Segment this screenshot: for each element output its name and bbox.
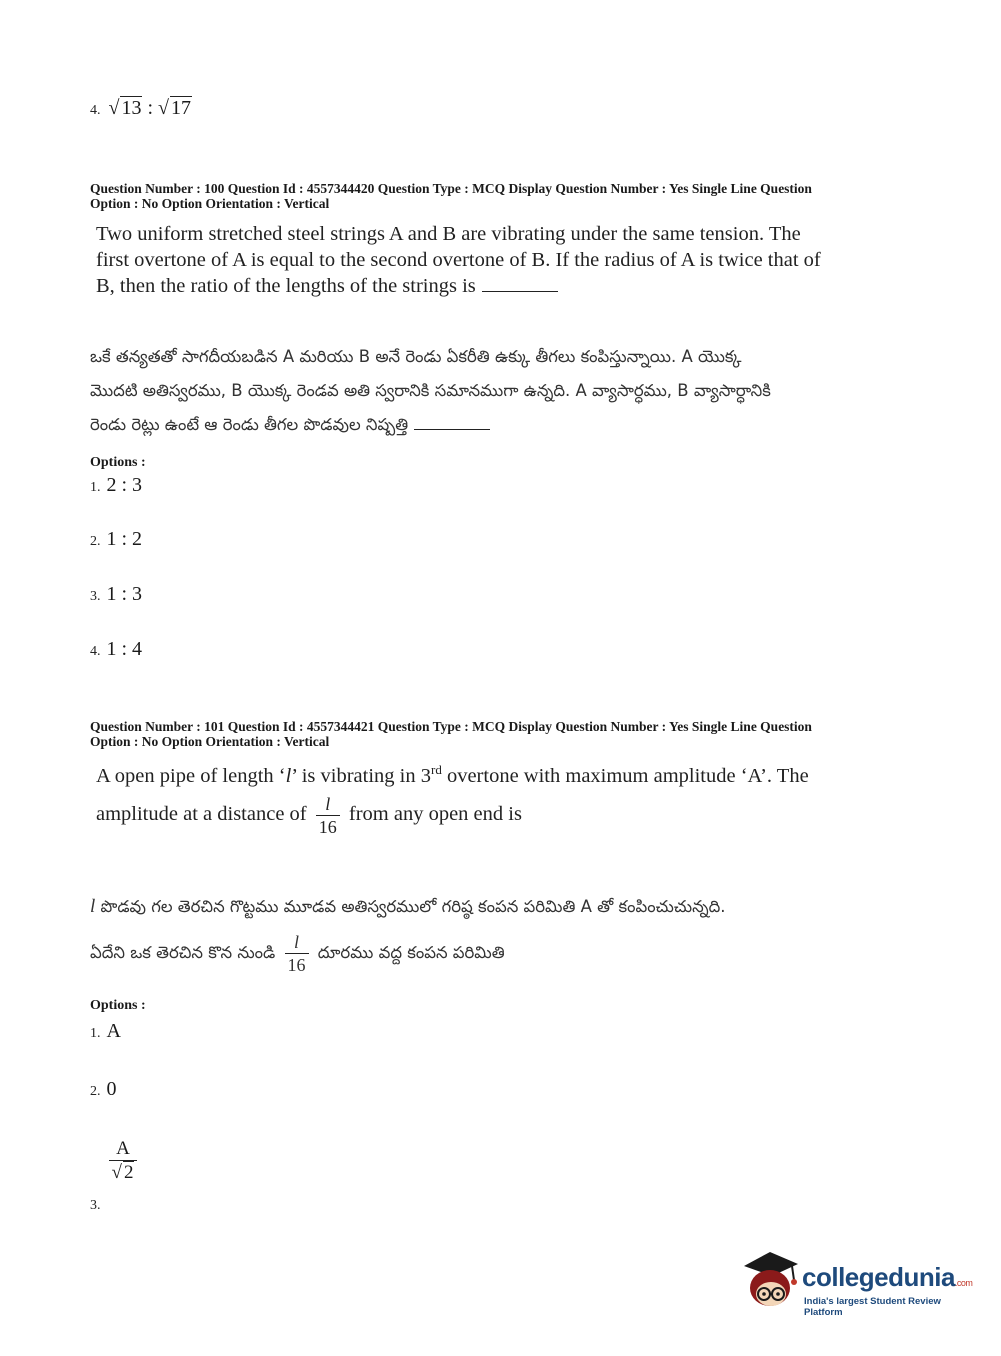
- answer-blank: [482, 290, 558, 292]
- q100-option-4: [90, 638, 142, 661]
- option-value: 1 : 2: [106, 528, 143, 550]
- option-number: 1.: [90, 480, 101, 495]
- fraction-l-over-16: $\frac{l}{16}$: [316, 793, 340, 838]
- q101-option-3: [90, 1138, 141, 1213]
- q100-option-2: [90, 528, 142, 551]
- q101-options-label: Options :: [90, 998, 146, 1013]
- logo-wordmark: collegedunia.com: [802, 1262, 973, 1292]
- q100-options-label: Options :: [90, 455, 146, 470]
- option-number: 2.: [90, 534, 101, 549]
- q101-option-2: [90, 1078, 117, 1101]
- fraction-l-over-16: $\frac{l}{16}$: [285, 931, 309, 976]
- collegedunia-logo: [740, 1248, 975, 1318]
- option-number: 4.: [90, 644, 101, 659]
- option-value: 2 : 3: [106, 474, 143, 496]
- option-number: 3.: [90, 1197, 101, 1213]
- q100-english-line2: first overtone of A is equal to the second overtone of B. If the radius of A is twice that of: [96, 249, 821, 271]
- option-value: $\frac{A}{√ 2}$: [109, 1138, 138, 1184]
- option-number: 1.: [90, 1026, 101, 1041]
- q100-english: [96, 221, 821, 299]
- option-number: 2.: [90, 1084, 101, 1099]
- q100-option-1: [90, 474, 142, 497]
- prev-option-4: [90, 96, 192, 120]
- q100-meta: [90, 181, 970, 211]
- q100-telugu: [90, 340, 771, 442]
- q101-option-1: [90, 1020, 121, 1043]
- q100-telugu-line1: ఒకే తన్యతతో సాగదీయబడిన A మరియు B అనే రెండు ఏకరీతి ఉక్కు తీగలు కంపిస్తున్నాయి. A యొక్క: [90, 347, 742, 366]
- q101-telugu-line2: ఏదేని ఒక తెరచిన కొన నుండి $\frac{l}{16}$ దూరము వద్ద కంపన పరిమితి: [90, 932, 505, 975]
- q100-meta-line2: Option : No Option Orientation : Vertical: [90, 196, 330, 211]
- option-value: 1 : 4: [106, 638, 143, 660]
- q100-english-line1: Two uniform stretched steel strings A and B are vibrating under the same tension. The: [96, 223, 801, 245]
- answer-blank: [414, 428, 490, 430]
- q100-option-3: [90, 583, 142, 606]
- q100-telugu-line2: మొదటి అతిస్వరము, B యొక్క రెండవ అతి స్వరానికి సమానముగా ఉన్నది. A వ్యాసార్ధము, B వ్యాసార్ధానికి: [90, 381, 771, 400]
- option-value: 0: [106, 1078, 117, 1100]
- logo-tagline: India's largest Student Review Platform: [804, 1296, 941, 1318]
- q101-telugu-line1: l పొడవు గల తెరచిన గొట్టము మూడవ అతిస్వరములో గరిష్ఠ కంపన పరిమితి A తో కంపించుచున్నది.: [90, 896, 726, 917]
- mascot-icon: [740, 1248, 802, 1314]
- q101-meta: [90, 719, 970, 749]
- q101-meta-line1: Question Number : 101 Question Id : 4557344421 Question Type : MCQ Display Question Number : Yes Single Line Question: [90, 719, 812, 734]
- q100-telugu-line3: రెండు రెట్లు ఉంటే ఆ రెండు తీగల పొడవుల నిష్పత్తి: [90, 408, 771, 442]
- option-value: A: [106, 1020, 121, 1042]
- option-number: 4.: [90, 103, 101, 118]
- option-number: 3.: [90, 589, 101, 604]
- q101-meta-line2: Option : No Option Orientation : Vertical: [90, 734, 330, 749]
- q100-meta-line1: Question Number : 100 Question Id : 4557344420 Question Type : MCQ Display Question Number : Yes Single Line Question: [90, 181, 812, 196]
- option-value: 1 : 3: [106, 583, 143, 605]
- q100-english-line3: B, then the ratio of the lengths of the strings is: [96, 273, 821, 299]
- q101-english-line1: A open pipe of length ‘l’ is vibrating in 3rd overtone with maximum amplitude ‘A’. The: [96, 762, 809, 787]
- option-value: √ 13 : √ 17: [108, 97, 192, 119]
- q101-english-line2: amplitude at a distance of $\frac{l}{16}$ from any open end is: [96, 794, 522, 837]
